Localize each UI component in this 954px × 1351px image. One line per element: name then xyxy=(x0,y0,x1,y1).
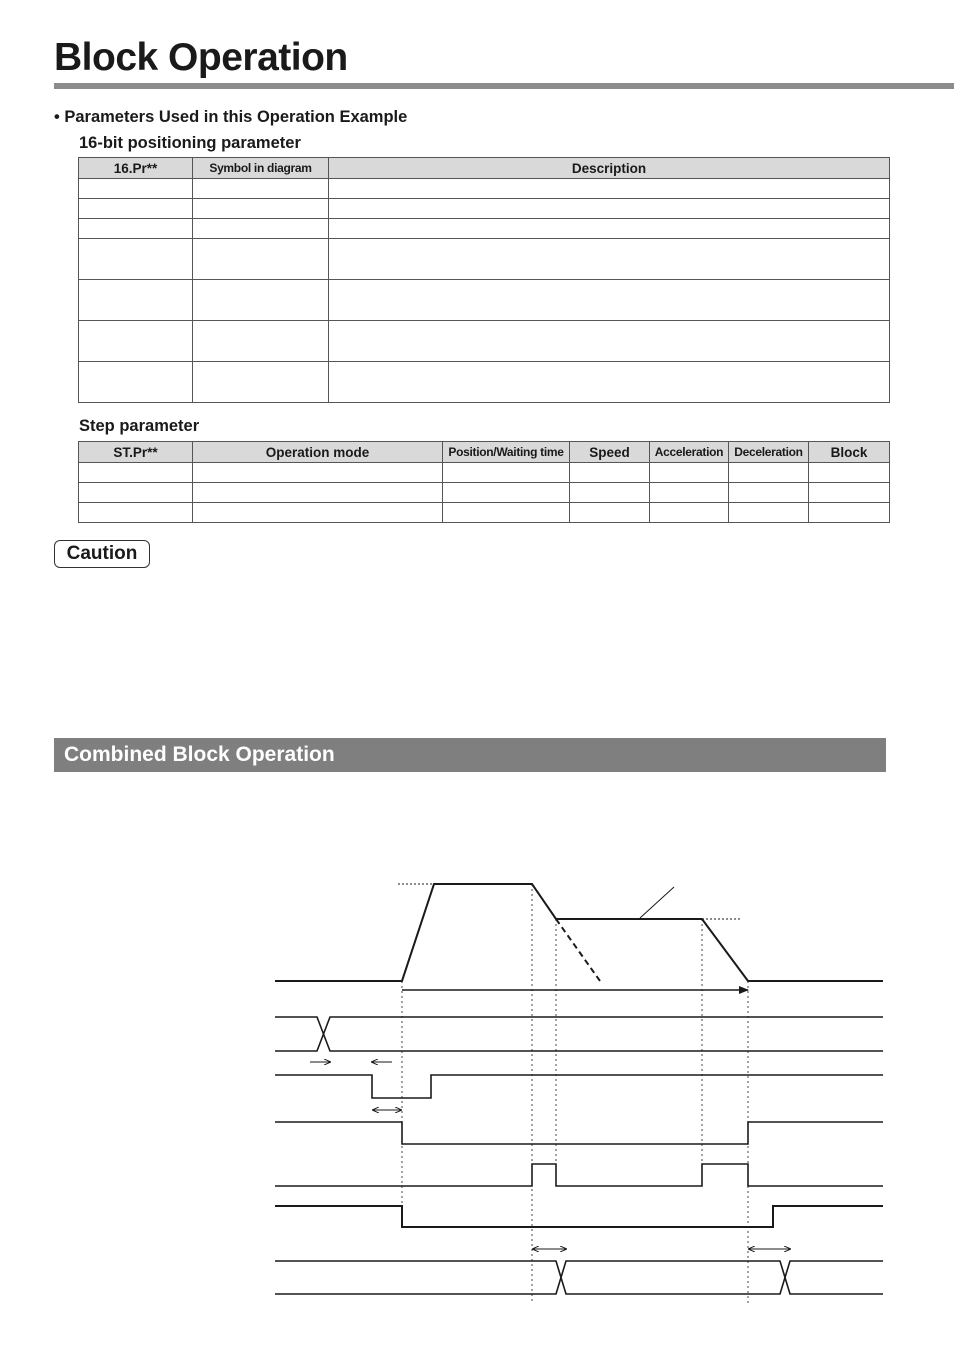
table-row xyxy=(79,503,890,523)
timing-diagram xyxy=(0,860,954,1320)
caution-label: Caution xyxy=(54,540,150,568)
table-cell xyxy=(809,463,890,483)
step-parameter-table xyxy=(78,441,890,523)
column-header: Position/Waiting time xyxy=(443,442,570,463)
column-header: Acceleration xyxy=(650,442,729,463)
table-header-row xyxy=(79,442,890,463)
table-cell xyxy=(729,463,809,483)
positioning-parameter-table xyxy=(78,157,890,403)
table-cell xyxy=(79,179,193,199)
table-cell xyxy=(79,239,193,280)
table-cell xyxy=(570,503,650,523)
page-title: Block Operation xyxy=(54,36,348,79)
table-row xyxy=(79,199,890,219)
table-row xyxy=(79,280,890,321)
deceleration-dashed-trace xyxy=(556,919,600,981)
table-row xyxy=(79,321,890,362)
table-cell xyxy=(79,362,193,403)
table-cell xyxy=(329,179,890,199)
table-cell xyxy=(729,483,809,503)
table-row xyxy=(79,483,890,503)
table-cell xyxy=(570,463,650,483)
table-cell xyxy=(650,463,729,483)
combined-block-operation-heading: Combined Block Operation xyxy=(54,738,886,772)
table-cell xyxy=(809,483,890,503)
table-cell xyxy=(193,362,329,403)
block-bus-lower-trace xyxy=(275,1261,883,1294)
table-cell xyxy=(193,483,443,503)
bus-lower-trace xyxy=(275,1017,883,1051)
title-rule xyxy=(54,83,954,89)
positioning-parameter-heading: 16-bit positioning parameter xyxy=(79,134,301,152)
table-cell xyxy=(729,503,809,523)
column-header: Symbol in diagram xyxy=(193,158,329,179)
table-cell xyxy=(79,199,193,219)
table-cell xyxy=(650,503,729,523)
block-bus-upper-trace xyxy=(275,1261,883,1294)
table-row xyxy=(79,362,890,403)
table-row xyxy=(79,179,890,199)
table-cell xyxy=(193,199,329,219)
column-header: ST.Pr** xyxy=(79,442,193,463)
table-cell xyxy=(443,483,570,503)
table-cell xyxy=(193,239,329,280)
table-header-row xyxy=(79,158,890,179)
step-parameter-heading: Step parameter xyxy=(79,417,200,435)
speed-profile xyxy=(275,884,883,990)
in-position-signal xyxy=(275,1164,883,1186)
table-cell xyxy=(193,321,329,362)
table-cell xyxy=(570,483,650,503)
table-cell xyxy=(650,483,729,503)
table-cell xyxy=(79,280,193,321)
speed-trace xyxy=(275,884,883,981)
table-row xyxy=(79,463,890,483)
table-row xyxy=(79,219,890,239)
table-cell xyxy=(193,179,329,199)
table-cell xyxy=(329,280,890,321)
table-cell xyxy=(329,321,890,362)
column-header: Operation mode xyxy=(193,442,443,463)
table-cell xyxy=(193,280,329,321)
output-signal xyxy=(275,1206,883,1227)
table-cell xyxy=(193,463,443,483)
table-cell xyxy=(443,463,570,483)
column-header: Speed xyxy=(570,442,650,463)
table-cell xyxy=(79,483,193,503)
data-bus-signal xyxy=(275,1017,883,1051)
busy-signal xyxy=(275,1122,883,1144)
table-cell xyxy=(193,219,329,239)
callout-leader xyxy=(640,887,674,918)
strobe-signal xyxy=(275,1075,883,1098)
bus-upper-trace xyxy=(275,1017,883,1051)
table-cell xyxy=(329,219,890,239)
table-cell xyxy=(329,239,890,280)
column-header: Description xyxy=(329,158,890,179)
table-cell xyxy=(329,362,890,403)
table-cell xyxy=(79,321,193,362)
table-cell xyxy=(193,503,443,523)
column-header: Deceleration xyxy=(729,442,809,463)
block-number-signal xyxy=(275,1261,883,1294)
table-cell xyxy=(329,199,890,219)
table-cell xyxy=(443,503,570,523)
table-cell xyxy=(79,219,193,239)
column-header: Block xyxy=(809,442,890,463)
table-cell xyxy=(79,503,193,523)
table-row xyxy=(79,239,890,280)
column-header: 16.Pr** xyxy=(79,158,193,179)
parameters-heading: • Parameters Used in this Operation Example xyxy=(54,108,408,126)
table-cell xyxy=(79,463,193,483)
table-cell xyxy=(809,503,890,523)
